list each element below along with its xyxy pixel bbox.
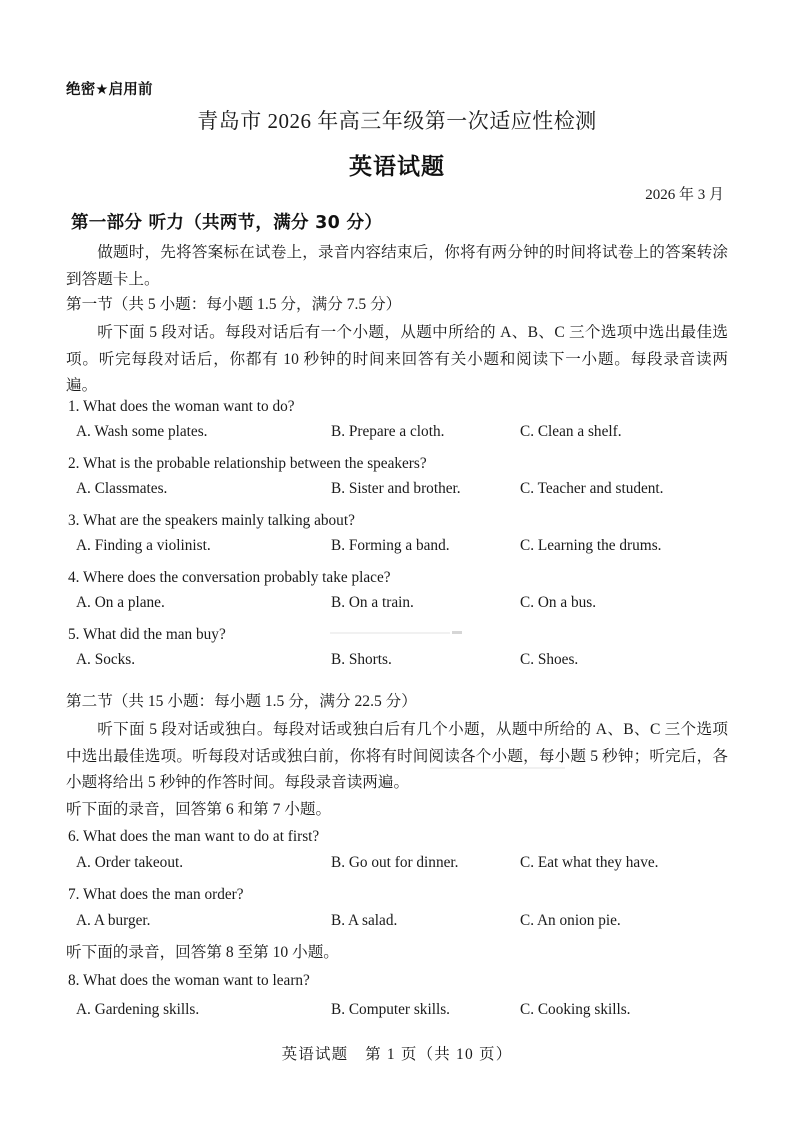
- question-stem: 3. What are the speakers mainly talking about?: [68, 512, 355, 529]
- option-a[interactable]: A. A burger.: [76, 912, 151, 929]
- section-one-heading: 第一节（共 5 小题：每小题 1.5 分，满分 7.5 分）: [66, 296, 402, 313]
- part-one-general-instruction: 做题时，先将答案标在试卷上，录音内容结束后，你将有两分钟的时间将试卷上的答案转涂到答题卡上。: [66, 244, 728, 288]
- question-options: [76, 592, 736, 614]
- option-c[interactable]: C. An onion pie.: [520, 912, 621, 929]
- question-stem: 5. What did the man buy?: [68, 626, 226, 643]
- option-c[interactable]: C. Shoes.: [520, 651, 579, 668]
- subject-title: 英语试题: [349, 154, 445, 179]
- option-b[interactable]: B. Shorts.: [331, 651, 392, 668]
- question-options: [76, 535, 736, 557]
- question-stem: 2. What is the probable relationship between the speakers?: [68, 455, 427, 472]
- option-c[interactable]: C. Cooking skills.: [520, 1001, 631, 1018]
- section-two-heading: 第二节（共 15 小题：每小题 1.5 分，满分 22.5 分）: [66, 693, 417, 710]
- page-footer: 英语试题 第 1 页（共 10 页）: [281, 1046, 513, 1063]
- exam-date: 2026 年 3 月: [645, 187, 724, 203]
- option-c[interactable]: C. On a bus.: [520, 594, 597, 611]
- option-c[interactable]: C. Learning the drums.: [520, 537, 662, 554]
- question-options: [76, 910, 736, 932]
- question-options: [76, 999, 736, 1021]
- option-a[interactable]: A. On a plane.: [76, 594, 165, 611]
- question-stem: 4. Where does the conversation probably take place?: [68, 569, 391, 586]
- option-a[interactable]: A. Socks.: [76, 651, 136, 668]
- section-two-instruction: 听下面 5 段对话或独白。每段对话或独白后有几个小题，从题中所给的 A、B、C 三个选项中选出最佳选项。听每段对话或独白前，你将有时间阅读各个小题，每小题 5 秒钟；听完后，各小题将给出 5 秒钟的作答时间。每段录音读两遍。: [66, 721, 728, 791]
- option-c[interactable]: C. Clean a shelf.: [520, 423, 622, 440]
- option-a[interactable]: A. Finding a violinist.: [76, 537, 211, 554]
- section-one-instruction: 听下面 5 段对话。每段对话后有一个小题，从题中所给的 A、B、C 三个选项中选出最佳选项。听完每段对话后，你都有 10 秒钟的时间来回答有关小题和阅读下一小题。每段录音读两遍。: [66, 324, 728, 394]
- question-options: [76, 852, 736, 874]
- scan-artifact: [452, 631, 462, 634]
- option-b[interactable]: B. On a train.: [331, 594, 414, 611]
- option-b[interactable]: B. Sister and brother.: [331, 480, 461, 497]
- part-one-heading: 第一部分 听力（共两节，满分 30 分）: [71, 213, 383, 233]
- option-b[interactable]: B. Prepare a cloth.: [331, 423, 445, 440]
- question-options: [76, 478, 736, 500]
- question-stem: 8. What does the woman want to learn?: [68, 972, 310, 989]
- question-stem: 1. What does the woman want to do?: [68, 398, 295, 415]
- option-b[interactable]: B. Forming a band.: [331, 537, 450, 554]
- listening-cue: 听下面的录音，回答第 8 至第 10 小题。: [66, 944, 339, 961]
- exam-title: 青岛市 2026 年高三年级第一次适应性检测: [197, 109, 597, 133]
- listening-cue: 听下面的录音，回答第 6 和第 7 小题。: [66, 801, 332, 818]
- option-a[interactable]: A. Order takeout.: [76, 854, 184, 871]
- option-c[interactable]: C. Teacher and student.: [520, 480, 664, 497]
- option-a[interactable]: A. Wash some plates.: [76, 423, 208, 440]
- option-a[interactable]: A. Gardening skills.: [76, 1001, 200, 1018]
- option-a[interactable]: A. Classmates.: [76, 480, 168, 497]
- question-options: [76, 421, 736, 443]
- scan-artifact: [330, 632, 450, 634]
- option-c[interactable]: C. Eat what they have.: [520, 854, 659, 871]
- question-stem: 6. What does the man want to do at first?: [68, 828, 320, 845]
- question-options: [76, 649, 736, 671]
- secret-mark: 绝密★启用前: [66, 82, 153, 98]
- option-b[interactable]: B. Go out for dinner.: [331, 854, 459, 871]
- option-b[interactable]: B. A salad.: [331, 912, 398, 929]
- option-b[interactable]: B. Computer skills.: [331, 1001, 450, 1018]
- question-stem: 7. What does the man order?: [68, 886, 244, 903]
